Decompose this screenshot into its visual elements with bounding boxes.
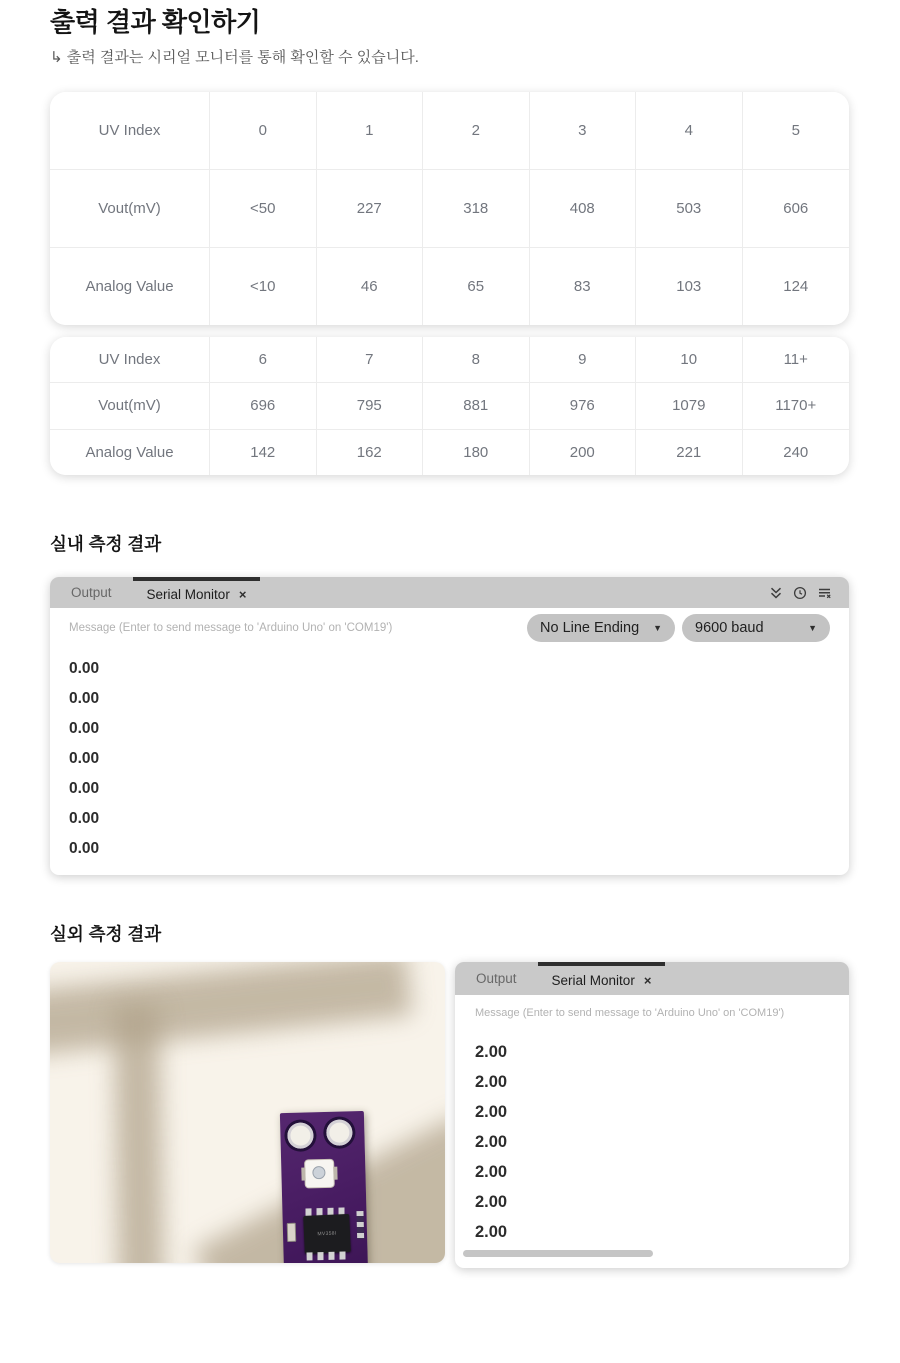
table-cell: 408 bbox=[530, 170, 637, 248]
table-cell: 1079 bbox=[636, 383, 743, 429]
table-cell: 200 bbox=[530, 430, 637, 475]
page-subtitle: ↳ 출력 결과는 시리얼 모니터를 통해 확인할 수 있습니다. bbox=[50, 49, 419, 66]
table-cell: 696 bbox=[210, 383, 317, 429]
table-cell: 976 bbox=[530, 383, 637, 429]
table-cell: 142 bbox=[210, 430, 317, 475]
chevron-down-icon: ▼ bbox=[653, 623, 662, 633]
baud-rate-dropdown[interactable] bbox=[682, 614, 830, 642]
table-cell: 0 bbox=[210, 92, 317, 170]
opamp-chip bbox=[303, 1214, 351, 1254]
table-cell: <50 bbox=[210, 170, 317, 248]
table-cell: 2 bbox=[423, 92, 530, 170]
console-line: 0.00 bbox=[69, 750, 100, 767]
table-cell: 10 bbox=[636, 337, 743, 383]
tab-output[interactable]: Output bbox=[476, 971, 517, 986]
tab-serial-monitor-label: Serial Monitor bbox=[551, 973, 635, 988]
monitor-tab-bar bbox=[50, 577, 849, 608]
row-label: Vout(mV) bbox=[50, 170, 210, 248]
table-cell: 5 bbox=[743, 92, 850, 170]
uv-sensor-photo bbox=[50, 962, 445, 1263]
row-label: Vout(mV) bbox=[50, 383, 210, 429]
clock-icon[interactable] bbox=[793, 586, 807, 600]
close-icon[interactable]: × bbox=[643, 973, 652, 988]
console-line: 0.00 bbox=[69, 840, 100, 857]
table-cell: 4 bbox=[636, 92, 743, 170]
table-cell: 103 bbox=[636, 248, 743, 325]
console-line: 2.00 bbox=[475, 1223, 508, 1241]
indoor-section-heading: 실내 측정 결과 bbox=[50, 534, 162, 554]
uv-sensor-board bbox=[280, 1111, 368, 1263]
console-line: 0.00 bbox=[69, 810, 100, 827]
table-cell: <10 bbox=[210, 248, 317, 325]
console-line: 0.00 bbox=[69, 720, 100, 737]
console-output bbox=[50, 648, 849, 864]
window-shadow-bar bbox=[113, 1004, 164, 1263]
baud-rate-value: 9600 baud bbox=[695, 620, 764, 636]
smd-components bbox=[356, 1211, 364, 1239]
row-label: Analog Value bbox=[50, 248, 210, 325]
table-cell: 1170+ bbox=[743, 383, 850, 429]
clear-output-icon[interactable] bbox=[817, 586, 832, 600]
table-cell: 881 bbox=[423, 383, 530, 429]
close-icon[interactable]: × bbox=[238, 587, 247, 602]
table-cell: 8 bbox=[423, 337, 530, 383]
table-cell: 162 bbox=[317, 430, 424, 475]
console-line: 0.00 bbox=[69, 690, 100, 707]
serial-monitor-indoor bbox=[50, 577, 849, 875]
uv-table-high bbox=[50, 337, 849, 475]
table-cell: 318 bbox=[423, 170, 530, 248]
row-label: UV Index bbox=[50, 337, 210, 383]
mounting-hole bbox=[326, 1119, 353, 1146]
table-cell: 795 bbox=[317, 383, 424, 429]
horizontal-scrollbar[interactable] bbox=[463, 1250, 653, 1257]
row-label: Analog Value bbox=[50, 430, 210, 475]
chip-label: MV358I bbox=[317, 1230, 337, 1238]
tab-serial-monitor[interactable] bbox=[133, 577, 261, 608]
table-cell: 7 bbox=[317, 337, 424, 383]
tab-serial-monitor[interactable] bbox=[538, 962, 666, 995]
line-ending-value: No Line Ending bbox=[540, 620, 640, 636]
table-cell: 221 bbox=[636, 430, 743, 475]
table-cell: 1 bbox=[317, 92, 424, 170]
window-shadow-top bbox=[50, 962, 412, 1057]
console-output bbox=[455, 1031, 849, 1247]
console-line: 2.00 bbox=[475, 1133, 508, 1151]
table-cell: 503 bbox=[636, 170, 743, 248]
message-input[interactable]: Message (Enter to send message to 'Arduino Uno' on 'COM19') bbox=[69, 622, 393, 634]
table-cell: 83 bbox=[530, 248, 637, 325]
console-line: 2.00 bbox=[475, 1043, 508, 1061]
table-cell: 11+ bbox=[743, 337, 850, 383]
chevron-down-icon: ▼ bbox=[808, 623, 817, 633]
resistor bbox=[287, 1223, 296, 1242]
table-cell: 65 bbox=[423, 248, 530, 325]
row-label: UV Index bbox=[50, 92, 210, 170]
mounting-hole bbox=[287, 1122, 314, 1149]
tab-serial-monitor-label: Serial Monitor bbox=[146, 587, 230, 602]
console-line: 2.00 bbox=[475, 1103, 508, 1121]
table-cell: 9 bbox=[530, 337, 637, 383]
console-line: 2.00 bbox=[475, 1073, 508, 1091]
line-ending-dropdown[interactable] bbox=[527, 614, 675, 642]
serial-monitor-outdoor bbox=[455, 962, 849, 1268]
table-cell: 6 bbox=[210, 337, 317, 383]
console-line: 2.00 bbox=[475, 1163, 508, 1181]
table-cell: 3 bbox=[530, 92, 637, 170]
table-cell: 124 bbox=[743, 248, 850, 325]
table-cell: 240 bbox=[743, 430, 850, 475]
console-line: 0.00 bbox=[69, 780, 100, 797]
chevron-double-down-icon[interactable] bbox=[769, 586, 783, 600]
console-line: 2.00 bbox=[475, 1193, 508, 1211]
table-cell: 227 bbox=[317, 170, 424, 248]
monitor-tab-bar bbox=[455, 962, 849, 995]
page-title: 출력 결과 확인하기 bbox=[50, 7, 261, 37]
chip-pins bbox=[307, 1251, 349, 1260]
table-cell: 180 bbox=[423, 430, 530, 475]
outdoor-section-heading: 실외 측정 결과 bbox=[50, 924, 162, 944]
table-cell: 606 bbox=[743, 170, 850, 248]
console-line: 0.00 bbox=[69, 660, 100, 677]
uv-sensor-element bbox=[305, 1160, 334, 1188]
uv-table-low bbox=[50, 92, 849, 325]
message-input[interactable]: Message (Enter to send message to 'Arduino Uno' on 'COM19') bbox=[475, 1007, 785, 1019]
tab-output[interactable]: Output bbox=[71, 585, 112, 600]
table-cell: 46 bbox=[317, 248, 424, 325]
